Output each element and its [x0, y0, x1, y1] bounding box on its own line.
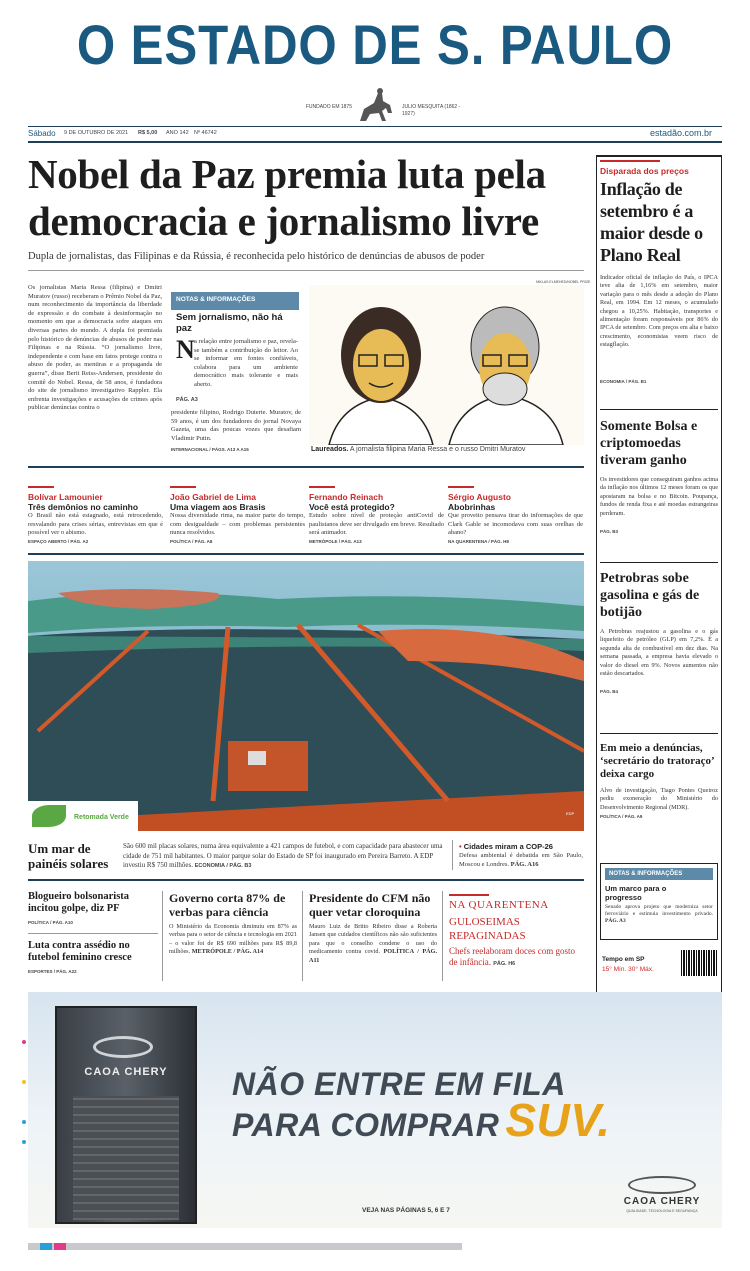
- bottom-story-text: Mauro Luiz de Britto Ribeiro disse a Roberta Jansen que cuidados científicos não são suficientes para que o conselho condene o uso do medicamento contra covid. POLÍTICA / PÁG. A11: [309, 923, 437, 964]
- solar-park-photo: [28, 561, 584, 831]
- weather-range: 15° Mín. 30° Máx.: [602, 966, 654, 973]
- sidebar-text: Alvo de investigação, Tiago Pontes Queiroz pediu exoneração do Ministério do Desenvolvimento Regional (MDR).: [600, 787, 718, 811]
- notes-box-tag: NOTAS & INFORMAÇÕES: [605, 868, 713, 880]
- columnists-row: [28, 474, 584, 554]
- lead-headline[interactable]: Nobel da Paz premia luta pela democracia e jornalismo livre: [28, 151, 546, 244]
- columnist-name: João Gabriel de Lima: [170, 492, 256, 502]
- cop26-title[interactable]: • Cidades miram a COP-26: [459, 842, 553, 851]
- bottom-story-headline: Presidente do CFM não quer vetar cloroquina: [309, 891, 431, 919]
- leaf-icon: [32, 805, 66, 827]
- columnist-name: Sérgio Augusto: [448, 492, 511, 502]
- ad-headline: NÃO ENTRE EM FILA PARA COMPRAR SUV.: [232, 1066, 611, 1146]
- columnist-name: Bolívar Lamounier: [28, 492, 103, 502]
- founder-label: JULIO MESQUITA (1862 - 1927): [402, 104, 461, 117]
- lead-body-col1: Os jornalistas Maria Ressa (filipina) e Dmitri Muratov (russo) receberam o Prêmio Nobel da Paz, num reconhecimento da importância da liberdade de expressão e do combate à desinformação no momento em que a democracia sofre ataques em diversas partes do mundo. A dupla foi premiada pelo histórico de denúncias de abusos de poder nas Filipinas e na Rússia. “O jornalismo livre, independente e com base em fatos protege contra o abuso de poder, as mentiras e a propaganda de guerra”, disse Berit Reiss-Andersen, presidente do comitê do Nobel. Ressa, de 58 anos, é fundadora do site de jornalismo investigativo Rappler. Ela enfrenta investigações e acusações de crimes após publicar denúncias contra o: [28, 284, 162, 412]
- founded-label: FUNDADO EM 1875: [305, 104, 352, 110]
- columnist-ref: NA QUARENTENA / PÁG. H8: [448, 539, 509, 544]
- dateline-date: 9 DE OUTUBRO DE 2021: [64, 130, 129, 136]
- columnist-item[interactable]: [448, 474, 583, 545]
- bottom-story-text: O Ministério da Economia diminuiu em 87% as verbas para o setor de ciência e tecnologia em 2021 – o valor foi de R$ 690 milhões para R$ 89,8 milhões. METRÓPOLE / PÁG. A14: [169, 923, 297, 956]
- notes-box-text: Senado aprova projeto que moderniza setor ferroviário e estimula investimento privado. PÁG. A3: [605, 904, 713, 922]
- bottom-story-headline: Luta contra assédio no futebol feminino cresce: [28, 940, 132, 963]
- sidebar-headline: Inflação de setembro é a maior desde o Plano Real: [600, 179, 703, 265]
- columnist-text: O Brasil não está estagnado, está retrocedendo, resvalando para crises sérias, entrevistas em que é possível ver o abismo.: [28, 512, 163, 537]
- columnist-title: Três demônios no caminho: [28, 502, 139, 512]
- columnist-text: Nossa diversidade rima, na maior parte do tempo, com desigualdade – com problemas persistentes nunca resolvidos.: [170, 512, 305, 537]
- sidebar-text: Indicador oficial de inflação do País, o IPCA teve alta de 1,16% em setembro, maior variação para o mês desde a adoção do Plano Real, em 1994. Em 12 meses, o acumulado chegou a 10,25%. Habitação, transportes e alimentação foram responsáveis por 86% do IPCA de setembro. Com preços em alta e baixo crescimento, economistas veem risco de estagflação.: [600, 274, 718, 349]
- notes-tag: NOTAS & INFORMAÇÕES: [176, 296, 256, 303]
- sidebar-story-petrobras[interactable]: [600, 570, 718, 695]
- ad-tower-brand: CAOA CHERY: [84, 1066, 168, 1078]
- photo-credit: NIKLAS ELMEHED/NOBEL PRIZE: [536, 280, 591, 284]
- columnist-text: Estudo sobre nível de proteção antiCovid de paulistanos deve ser divulgado em breve. Resultado será animador.: [309, 512, 444, 537]
- weather-label: Tempo em SP: [602, 956, 645, 963]
- sidebar-story-tratoraco[interactable]: [600, 742, 718, 820]
- columnist-item[interactable]: [28, 474, 163, 545]
- sidebar-text: A Petrobras reajustou a gasolina e o gás liquefeito de petróleo (GLP) em 7,2%. É a segunda alta de combustível em dez dias. Na semana passada, a empresa havia elevado o valor do diesel em 9%. Novos aumentos não estão descartados.: [600, 628, 718, 678]
- solar-caption: São 600 mil placas solares, numa área equivalente a 421 campos de futebol, e com capacidade para abastecer uma cidade de 751 mil habitantes. O maior parque solar do Estado de SP foi inaugurado em Pereira Barreto. A EDP investiu R$ 750 milhões. ECONOMIA / PÁG. B3: [123, 842, 443, 869]
- ad-cta: VEJA NAS PÁGINAS 5, 6 E 7: [362, 1207, 450, 1214]
- bottom-story-ref: ESPORTES / PÁG. A22: [28, 969, 77, 974]
- dateline-day: Sábado: [28, 129, 56, 138]
- notes-title[interactable]: Sem jornalismo, não há paz: [176, 312, 283, 334]
- quarentena-text: Chefs reelaboram doces com gosto de infância. PÁG. H6: [449, 946, 575, 967]
- columnist-title: Abobrinhas: [448, 502, 496, 512]
- site-link[interactable]: estadão.com.br: [650, 128, 713, 138]
- dateline-number: Nº 46742: [194, 130, 217, 136]
- sidebar-headline: Petrobras sobe gasolina e gás de botijão: [600, 571, 700, 620]
- lead-body-ref: INTERNACIONAL / PÁGS. A13 A A15: [171, 447, 249, 452]
- columnist-text: Que proveito pensava tirar do informações de que Clark Gable se incomodava com suas orelhas de abano?: [448, 512, 583, 537]
- ad-brand: CAOA CHERY: [623, 1196, 701, 1207]
- dateline-price: R$ 5,00: [138, 130, 158, 136]
- bottom-story-cfm[interactable]: [309, 891, 437, 966]
- bottom-story-futebol[interactable]: [28, 940, 158, 975]
- sidebar-story-bolsa[interactable]: [600, 418, 718, 535]
- sidebar-story-inflation[interactable]: [600, 160, 718, 385]
- dateline-edition: ANO 142: [166, 130, 189, 136]
- sidebar-ref: PÁG. B4: [600, 689, 619, 694]
- ad-dealership-tower: [55, 1006, 197, 1224]
- lead-body-col2: presidente filipino, Rodrigo Duterte. Muratov, de 59 anos, é um dos fundadores do jornal Novaya Gazeta, uma das poucas vozes que desafiam Vladimir Putin.: [171, 409, 301, 442]
- sidebar-kicker: Disparada dos preços: [600, 166, 689, 176]
- sidebar-text: Os investidores que conseguiram ganhos acima da inflação nos últimos 12 meses foram os que apostaram na bolsa e no Bitcoin. Poupança, fundos de renda fixa e até moedas estrangeiras perderam.: [600, 476, 718, 517]
- sidebar-headline: Em meio a denúncias, ‘secretário do tratoraço’ deixa cargo: [600, 742, 714, 780]
- notes-text: a relação entre jornalismo e paz, revela-se também a contribuição do leitor. Ao se informar em fontes confiáveis, colabora para um ambiente democrático mais tolerante e mais aberto.: [194, 338, 298, 388]
- bottom-story-ciencia[interactable]: [169, 891, 297, 966]
- notes-dropcap: N: [176, 335, 195, 364]
- bottom-story-headline: Blogueiro bolsonarista incitou golpe, diz PF: [28, 891, 130, 914]
- photo-caption: Laureados. A jornalista filipina Maria Ressa e o russo Dmitri Muratov: [311, 446, 526, 453]
- columnist-item[interactable]: [170, 474, 305, 545]
- notes-box-title: Um marco para o progresso: [605, 884, 667, 902]
- quarentena-title: GULOSEIMAS REPAGINADAS: [449, 916, 526, 942]
- bottom-story-golpe[interactable]: [28, 891, 158, 926]
- solar-photo-credit: EDP: [566, 811, 575, 816]
- notes-page: PÁG. A3: [176, 397, 198, 403]
- ad-tagline: QUALIDADE, TECNOLOGIA E SEGURANÇA: [626, 1209, 698, 1213]
- columnist-title: Uma viagem aos Brasis: [170, 502, 266, 512]
- sidebar-notes-box[interactable]: [600, 863, 718, 940]
- nobel-laureates-illustration: [309, 285, 584, 445]
- columnist-ref: METRÓPOLE / PÁG. A13: [309, 539, 362, 544]
- bottom-story-quarentena[interactable]: [449, 891, 583, 968]
- sidebar-ref: ECONOMIA / PÁG. B1: [600, 379, 647, 384]
- sidebar-ref: POLÍTICA / PÁG. A9: [600, 814, 643, 819]
- quarentena-kicker: NA QUARENTENA: [449, 899, 549, 911]
- print-color-bar: [28, 1243, 462, 1250]
- sidebar-headline: Somente Bolsa e criptomoedas tiveram ganho: [600, 419, 698, 468]
- lead-deck: Dupla de jornalistas, das Filipinas e da Rússia, é reconhecida pelo histórico de denúncias de abusos de poder: [28, 251, 485, 262]
- columnist-name: Fernando Reinach: [309, 492, 384, 502]
- columnist-item[interactable]: [309, 474, 444, 545]
- masthead-title: O ESTADO DE S. PAULO: [76, 13, 674, 76]
- columnist-ref: POLÍTICA / PÁG. A8: [170, 539, 213, 544]
- columnist-ref: ESPAÇO ABERTO / PÁG. A2: [28, 539, 89, 544]
- horse-rider-logo: [352, 87, 398, 127]
- barcode: [681, 950, 717, 976]
- bottom-story-headline: Governo corta 87% de verbas para ciência: [169, 891, 286, 919]
- bottom-story-ref: POLÍTICA / PÁG. A10: [28, 920, 73, 925]
- cop26-text: Defesa ambiental é debatida em São Paulo, Moscou e Londres. PÁG. A16: [459, 852, 583, 868]
- sidebar-ref: PÁG. B3: [600, 529, 619, 534]
- solar-headline[interactable]: Um mar de painéis solares: [28, 841, 109, 871]
- retomada-verde-brand: Retomada Verde: [74, 814, 129, 821]
- ad-chery-logo-icon: [628, 1176, 696, 1194]
- columnist-title: Você está protegido?: [309, 502, 395, 512]
